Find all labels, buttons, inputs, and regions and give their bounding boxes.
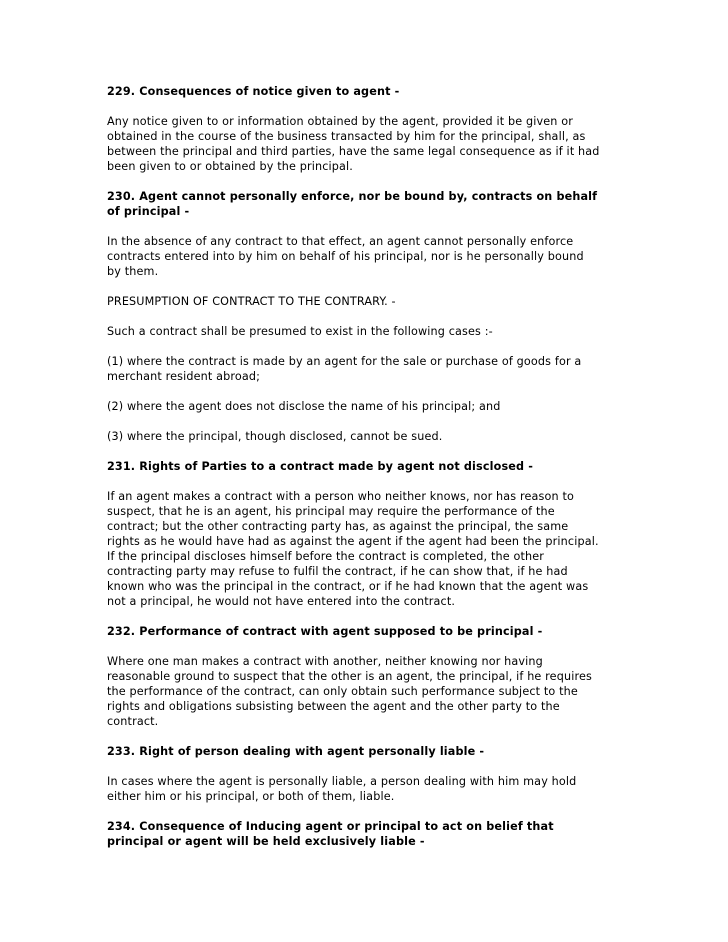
section-heading-229: 229. Consequences of notice given to agent - <box>107 85 400 98</box>
presumption-case-2: (2) where the agent does not disclose the name of his principal; and <box>107 400 501 413</box>
section-paragraph-229: Any notice given to or information obtained by the agent, provided it be given or obtained in the course of the business transacted by him for the principal, shall, as between the principal and third parties, have the same legal consequence as if it had been given to or obtained by the principal. <box>107 115 600 173</box>
document-page <box>107 84 621 864</box>
section-paragraph-230: In the absence of any contract to that effect, an agent cannot personally enforce contracts entered into by him on behalf of his principal, nor is he personally bound by them. <box>107 235 584 278</box>
section-heading-233: 233. Right of person dealing with agent personally liable - <box>107 745 485 758</box>
section-heading-232: 232. Performance of contract with agent supposed to be principal - <box>107 625 543 638</box>
section-heading-230: 230. Agent cannot personally enforce, nor be bound by, contracts on behalf of principal - <box>107 190 598 218</box>
presumption-case-3: (3) where the principal, though disclosed, cannot be sued. <box>107 430 443 443</box>
presumption-intro: Such a contract shall be presumed to exist in the following cases :- <box>107 325 493 338</box>
presumption-heading: PRESUMPTION OF CONTRACT TO THE CONTRARY. - <box>107 295 396 308</box>
section-paragraph-232: Where one man makes a contract with another, neither knowing nor having reasonable ground to suspect that the other is an agent, the principal, if he requires the performance of the contract, can only obtain such performance subject to the rights and obligations subsisting between the agent and the other party to the contract. <box>107 655 592 728</box>
section-paragraph-233: In cases where the agent is personally liable, a person dealing with him may hold either him or his principal, or both of them, liable. <box>107 775 577 803</box>
section-paragraph-231: If an agent makes a contract with a person who neither knows, nor has reason to suspect, that he is an agent, his principal may require the performance of the contract; but the other contracting party has, as against the principal, the same rights as he would have had as against the agent if the agent had been the principal. If the principal discloses himself before the contract is completed, the other contracting party may refuse to fulfil the contract, if he can show that, if he had known who was the principal in the contract, or if he had known that the agent was not a principal, he would not have entered into the contract. <box>107 490 599 608</box>
presumption-case-1: (1) where the contract is made by an agent for the sale or purchase of goods for a merchant resident abroad; <box>107 355 582 383</box>
section-heading-231: 231. Rights of Parties to a contract made by agent not disclosed - <box>107 460 533 473</box>
section-heading-234: 234. Consequence of Inducing agent or principal to act on belief that principal or agent will be held exclusively liable - <box>107 820 554 848</box>
